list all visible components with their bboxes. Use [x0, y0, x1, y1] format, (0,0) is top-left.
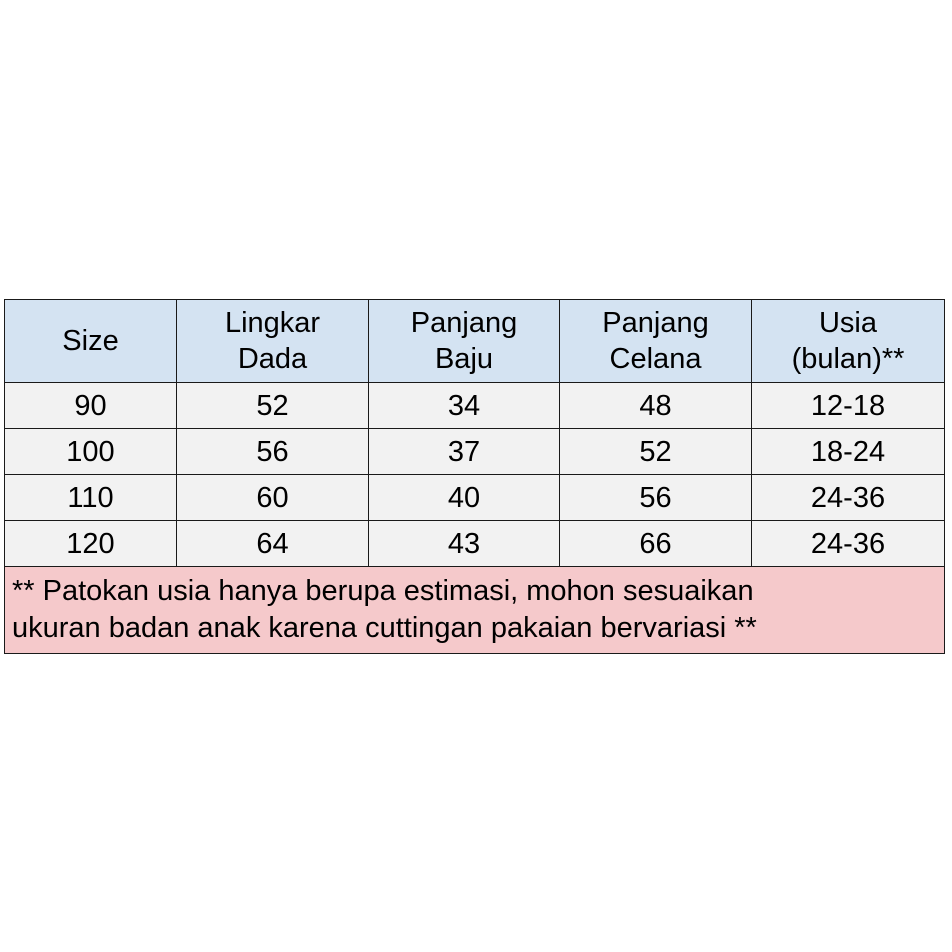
cell-size: 120 [5, 521, 177, 567]
header-size-line-1: Size [62, 325, 119, 357]
cell-usia: 24-36 [752, 475, 945, 521]
cell-usia: 24-36 [752, 521, 945, 567]
cell-size: 90 [5, 383, 177, 429]
table-row [5, 429, 945, 475]
cell-panjang-baju: 37 [369, 429, 560, 475]
note-line-2: ukuran badan anak karena cuttingan pakaian bervariasi ** [12, 612, 757, 644]
cell-panjang-celana: 48 [560, 383, 752, 429]
cell-usia: 12-18 [752, 383, 945, 429]
note-row [5, 567, 945, 654]
note-line-1: ** Patokan usia hanya berupa estimasi, mohon sesuaikan [12, 575, 754, 607]
cell-lingkar-dada: 52 [177, 383, 369, 429]
cell-panjang-baju: 43 [369, 521, 560, 567]
cell-lingkar-dada: 60 [177, 475, 369, 521]
header-panjang-celana [560, 300, 752, 383]
cell-size: 110 [5, 475, 177, 521]
cell-lingkar-dada: 64 [177, 521, 369, 567]
header-lingkar-dada-line-1: Lingkar [224, 307, 321, 339]
cell-lingkar-dada: 56 [177, 429, 369, 475]
header-size [5, 300, 177, 383]
age-estimate-note [5, 567, 945, 654]
header-usia [752, 300, 945, 383]
cell-panjang-celana: 52 [560, 429, 752, 475]
table-row [5, 521, 945, 567]
table-row [5, 383, 945, 429]
table-row [5, 475, 945, 521]
header-usia-line-1: Usia [818, 307, 877, 339]
header-panjang-baju [369, 300, 560, 383]
header-lingkar-dada-line-2: Dada [237, 343, 308, 375]
header-panjang-baju-line-2: Baju [434, 343, 494, 375]
header-usia-line-2: (bulan)** [791, 343, 905, 375]
header-panjang-celana-line-1: Panjang [602, 307, 709, 339]
cell-panjang-baju: 34 [369, 383, 560, 429]
cell-panjang-baju: 40 [369, 475, 560, 521]
header-lingkar-dada [177, 300, 369, 383]
cell-usia: 18-24 [752, 429, 945, 475]
header-panjang-baju-line-1: Panjang [410, 307, 518, 339]
cell-panjang-celana: 66 [560, 521, 752, 567]
cell-size: 100 [5, 429, 177, 475]
header-row [5, 300, 945, 383]
header-panjang-celana-line-2: Celana [609, 343, 702, 375]
cell-panjang-celana: 56 [560, 475, 752, 521]
size-chart-table [4, 299, 945, 654]
